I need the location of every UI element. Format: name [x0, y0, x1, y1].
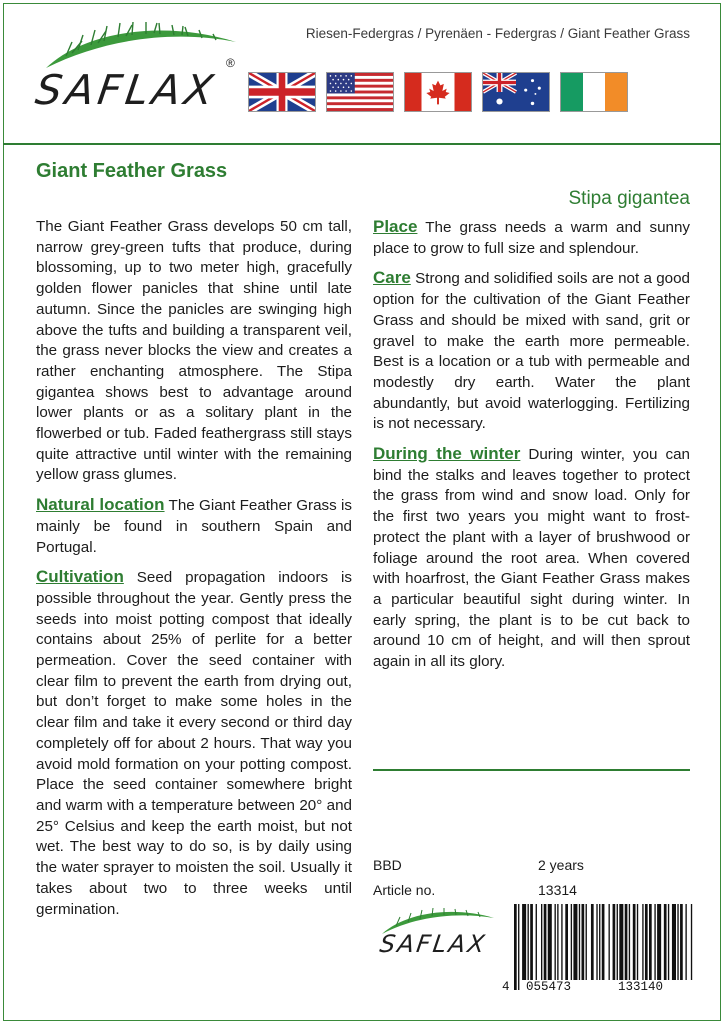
- place-section: [373, 217, 690, 259]
- care-heading: Care: [373, 268, 411, 288]
- barcode-bar: [518, 904, 519, 990]
- barcode: [500, 904, 698, 996]
- barcode-bar: [633, 904, 636, 980]
- care-text: Strong and solidified soils are not a good option for the cultivation of the Giant Feather Grass and should be mixed with sand, grit or gravel to make the earth more permeable. Best is a location or a tub with permeable and modestly dry earth. Water the plant abundantly, but avoid waterlogging. Fertilizing is not necessary.: [373, 270, 690, 433]
- barcode-bar: [619, 904, 623, 980]
- header-divider: [3, 143, 721, 145]
- cultivation-text: Seed propagation indoors is possible throughout the year. Gently press the seeds into moist potting compost that ideally contains about 25% of perlite for a better permeation. Cover the seed container with clear film to prevent the earth from drying out, but don’t forget to make some holes in the clear film and take it every second or third day completely off for about 2 hours. That way you avoid mold formation on your potting compost. Place the seed container somewhere bright and warm with a temperature between 20° and 25° Celsius and keep the earth moist, but not wet. The best way to do so, is by daily using the water sprayer to moisten the soil. Usually it takes about two to three weeks until germination.: [36, 569, 352, 918]
- barcode-digit-lead: 4: [502, 980, 510, 994]
- barcode-bar: [573, 904, 577, 980]
- place-heading: Place: [373, 217, 418, 236]
- barcode-bar: [642, 904, 643, 980]
- barcode-bar: [557, 904, 558, 980]
- uk-flag-icon: [248, 72, 316, 112]
- barcode-bar: [680, 904, 683, 980]
- barcode-bar: [599, 904, 600, 980]
- barcode-bar: [649, 904, 652, 980]
- info-divider: [373, 769, 690, 771]
- article-label: Article no.: [373, 882, 436, 898]
- natural-location-heading: Natural location: [36, 495, 165, 515]
- brand-name: SAFLAX: [32, 66, 221, 114]
- natural-location-text: The Giant Feather Grass is mainly be found in southern Spain and Portugal.: [36, 497, 353, 556]
- winter-heading: During the winter: [373, 444, 521, 464]
- barcode-bar: [528, 904, 529, 980]
- barcode-bar: [637, 904, 638, 980]
- barcode-bar: [522, 904, 526, 980]
- barcode-bar: [685, 904, 686, 980]
- flag-row: [248, 72, 628, 112]
- header-title: Riesen-Federgras / Pyrenäen - Federgras / Giant Feather Grass: [305, 26, 690, 41]
- australia-flag-icon: [482, 72, 550, 112]
- barcode-bar: [541, 904, 542, 980]
- barcode-bar: [677, 904, 678, 980]
- barcode-bar: [691, 904, 692, 980]
- barcode-bar: [514, 904, 517, 990]
- cultivation-heading: Cultivation: [36, 567, 124, 587]
- usa-flag-icon: [326, 72, 394, 112]
- barcode-digits-left: 055473: [526, 980, 572, 994]
- barcode-bar: [530, 904, 533, 980]
- barcode-bars: [500, 904, 698, 990]
- article-value: 13314: [538, 882, 577, 898]
- barcode-bar: [536, 904, 537, 980]
- left-column: [36, 217, 352, 929]
- barcode-bar: [571, 904, 572, 980]
- care-section: [373, 268, 690, 435]
- bbd-value: 2 years: [538, 857, 584, 873]
- ireland-flag-icon: [560, 72, 628, 112]
- barcode-bar: [561, 904, 562, 980]
- winter-section: [373, 444, 690, 673]
- barcode-bar: [555, 904, 556, 980]
- barcode-bar: [668, 904, 669, 980]
- barcode-bar: [629, 904, 630, 980]
- saflax-logo-small: [376, 906, 500, 970]
- barcode-bar: [544, 904, 547, 980]
- barcode-bar: [654, 904, 655, 990]
- right-column: [373, 217, 690, 682]
- natural-location-section: [36, 495, 352, 558]
- latin-name: Stipa gigantea: [568, 188, 690, 209]
- barcode-bar: [657, 904, 661, 980]
- barcode-bar: [586, 904, 587, 980]
- bbd-label: BBD: [373, 857, 402, 873]
- saflax-logo: [32, 20, 246, 124]
- barcode-bar: [602, 904, 605, 980]
- cultivation-section: [36, 567, 352, 920]
- brand-name-small: SAFLAX: [378, 930, 489, 958]
- barcode-bar: [548, 904, 552, 980]
- winter-text: During winter, you can bind the stalks and leaves together to protect the grass from wind and snow load. Only for the first two years you might want to frost-protect the plant with a layer of brushwood or foliage around the root area. When covered with hoarfrost, the Giant Feather Grass makes a particular beautiful sight during winter. In early spring, the plant is to be cut back to around 10 cm of height, and will then sprout again in all its glory.: [373, 446, 690, 671]
- barcode-bar: [645, 904, 648, 980]
- barcode-bar: [672, 904, 676, 980]
- barcode-bar: [582, 904, 585, 980]
- barcode-bar: [591, 904, 594, 980]
- barcode-bar: [565, 904, 568, 980]
- barcode-bar: [579, 904, 580, 980]
- barcode-digits-right: 133140: [618, 980, 664, 994]
- barcode-bar: [664, 904, 667, 980]
- barcode-bar: [617, 904, 618, 980]
- barcode-bar: [609, 904, 610, 980]
- barcode-bar: [596, 904, 597, 980]
- page-title: Giant Feather Grass: [36, 160, 228, 182]
- intro-paragraph: The Giant Feather Grass develops 50 cm tall, narrow grey-green tufts that produce, during blossoming, up to two meter high, gracefully golden flower panicles that shine until late autumn. Since the panicles are swinging high above the tufts and building a transparent veil, the grass never blocks the view and creates a rather enchanting atmosphere. The Stipa gigantea shows best to advantage around lower plants or as a solitary plant in the flowerbed or tub. Faded feathergrass still stays quite attractive until winter with the remaining yellow grass glumes.: [36, 218, 352, 484]
- barcode-bar: [613, 904, 616, 980]
- place-text: The grass needs a warm and sunny place to grow to full size and splendour.: [373, 219, 690, 257]
- barcode-bar: [625, 904, 628, 980]
- registered-mark: ®: [226, 56, 235, 70]
- canada-flag-icon: [404, 72, 472, 112]
